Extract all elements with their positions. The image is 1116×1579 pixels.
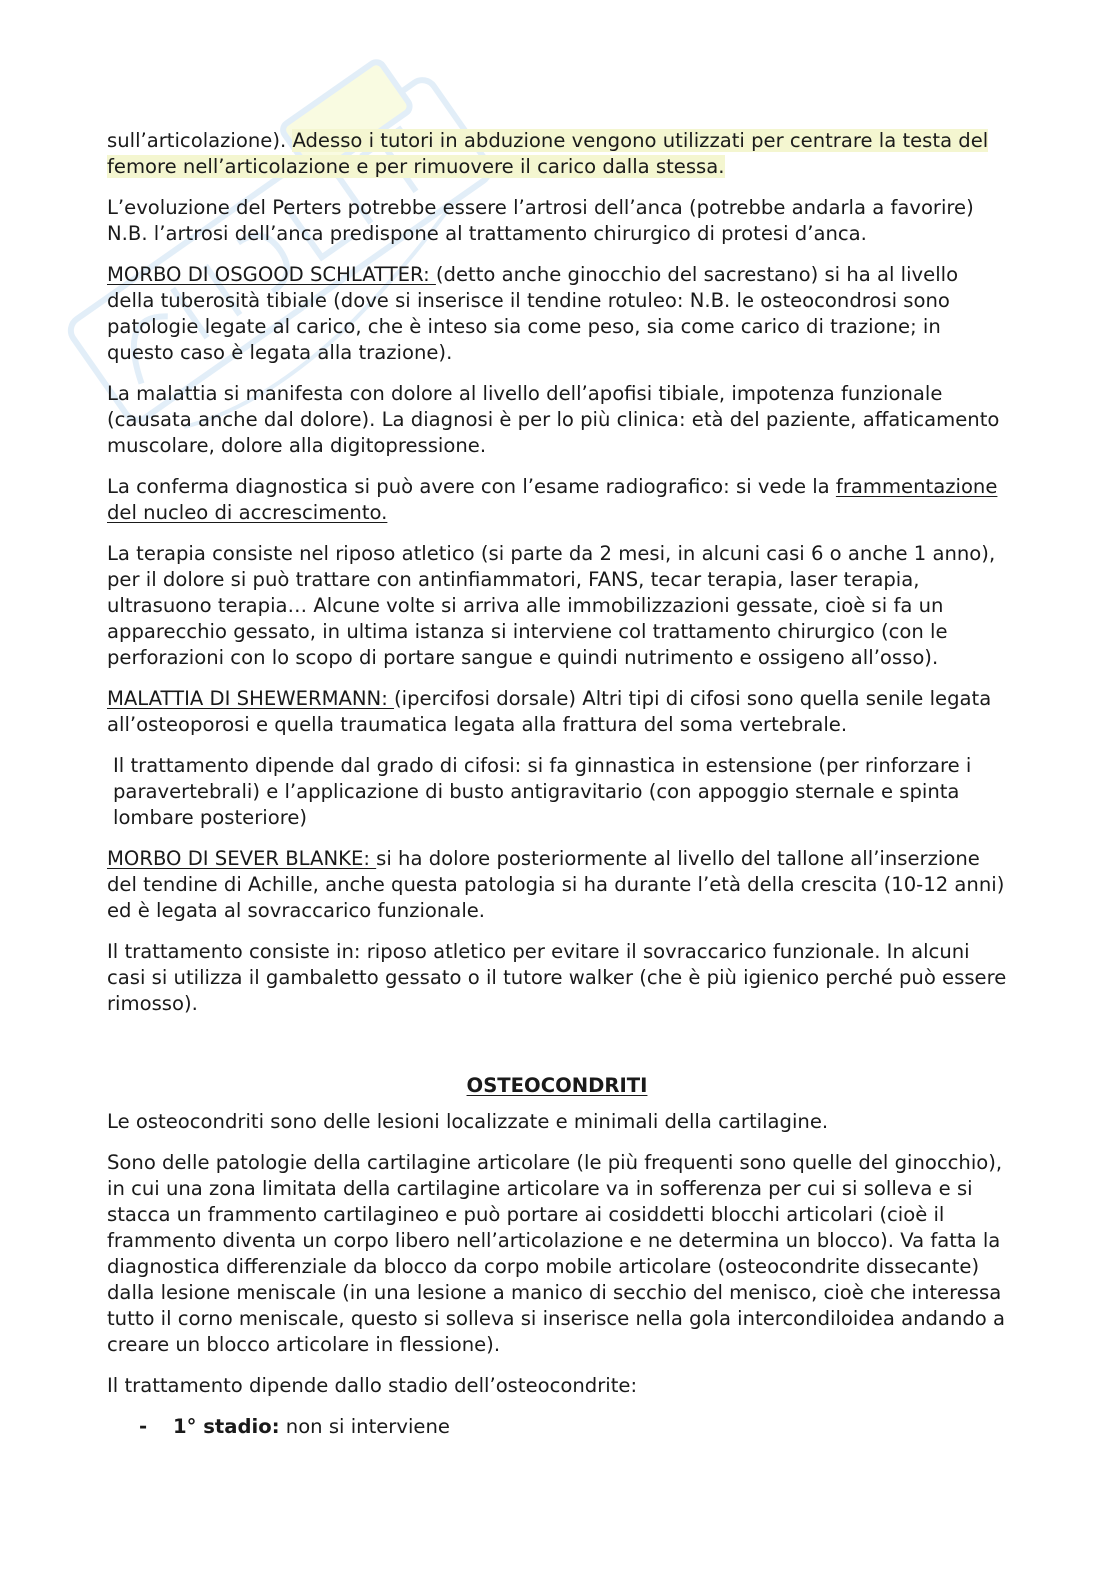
paragraph (107, 846, 1007, 924)
paragraph-text: si ha dolore posteriormente al livello del tallone all’inserzione del tendine di Achille, anche questa patologia si ha durante l’età della crescita (10-12 anni) ed è legata al sovraccarico funzionale. (107, 847, 1005, 922)
list-bullet: - (139, 1415, 148, 1438)
paragraph-text: (detto anche ginocchio del sacrestano) si ha al livello della tuberosità tibiale (dove si inserisce il tendine rotuleo: N.B. le osteocondrosi sono patologie legate al carico, che è inteso sia come peso, sia come carico di trazione; in questo caso è legata alla trazione). (107, 263, 959, 364)
paragraph: L’evoluzione del Perters potrebbe essere l’artrosi dell’anca (potrebbe andarla a favorire) N.B. l’artrosi dell’anca predispone al trattamento chirurgico di protesi d’anca. (107, 196, 974, 245)
list-item-content (173, 1414, 450, 1440)
list-item (139, 1414, 1007, 1440)
subheading-osgood: MORBO DI OSGOOD SCHLATTER: (107, 263, 436, 286)
list-item-text: non si interviene (279, 1415, 450, 1438)
paragraph: La malattia si manifesta con dolore al livello dell’apofisi tibiale, impotenza funzionale (causata anche dal dolore). La diagnosi è per lo più clinica: età del paziente, affaticamento muscolare, dolore alla digitopressione. (107, 382, 1000, 457)
paragraph: Il trattamento dipende dal grado di cifosi: si fa ginnastica in estensione (per rinforzare i paravertebrali) e l’applicazione di busto antigravitario (con appoggio sternale e spinta lombare posteriore) (113, 754, 972, 829)
paragraph-text: La conferma diagnostica si può avere con l’esame radiografico: si vede la (107, 475, 836, 498)
paragraph (107, 686, 1007, 738)
paragraph (107, 474, 1007, 526)
section-title: OSTEOCONDRITI (466, 1074, 648, 1097)
document-page (107, 128, 1007, 1440)
paragraph: Il trattamento dipende dallo stadio dell’osteocondrite: (107, 1374, 638, 1397)
paragraph-text: sull’articolazione). (107, 129, 293, 152)
paragraph (107, 262, 1007, 366)
paragraph-text: (ipercifosi dorsale) Altri tipi di cifosi sono quella senile legata all’osteoporosi e quella traumatica legata alla frattura del soma vertebrale. (107, 687, 992, 736)
subheading-shewermann: MALATTIA DI SHEWERMANN: (107, 687, 395, 710)
subheading-sever-blanke: MORBO DI SEVER BLANKE: (107, 847, 377, 870)
paragraph: Il trattamento consiste in: riposo atletico per evitare il sovraccarico funzionale. In alcuni casi si utilizza il gambaletto gessato o il tutore walker (che è più igienico perché può essere rimosso). (107, 940, 1007, 1015)
underlined-text: frammentazione del nucleo di accrescimento. (107, 475, 998, 524)
paragraph: Sono delle patologie della cartilagine articolare (le più frequenti sono quelle del ginocchio), in cui una zona limitata della cartilagine articolare va in sofferenza per cui si solleva e si stacca un frammento cartilagineo e può portare ai cosiddetti blocchi articolari (cioè il frammento diventa un corpo libero nell’articolazione e ne determina un blocco). Va fatta la diagnostica differenziale da blocco da corpo mobile articolare (osteocondrite dissecante) dalla lesione meniscale (in una lesione a manico di secchio del menisco, cioè che interessa tutto il corno meniscale, questo si solleva si inserisce nella gola intercondiloidea andando a creare un blocco articolare in flessione). (107, 1151, 1006, 1356)
paragraph: La terapia consiste nel riposo atletico (si parte da 2 mesi, in alcuni casi 6 o anche 1 anno), per il dolore si può trattare con antinfiammatori, FANS, tecar terapia, laser terapia, ultrasuono terapia… Alcune volte si arriva alle immobilizzazioni gessate, cioè si fa un apparecchio gessato, in ultima istanza si interviene col trattamento chirurgico (con le perforazioni con lo scopo di portare sangue e quindi nutrimento e ossigeno all’osso). (107, 542, 996, 669)
paragraph: Le osteocondriti sono delle lesioni localizzate e minimali della cartilagine. (107, 1110, 829, 1133)
highlighted-text: Adesso i tutori in abduzione vengono utilizzati per centrare la testa del femore nell’articolazione e per rimuovere il carico dalla stessa. (107, 129, 989, 178)
list-item-label: 1° stadio: (173, 1415, 280, 1438)
paragraph (107, 128, 1007, 180)
